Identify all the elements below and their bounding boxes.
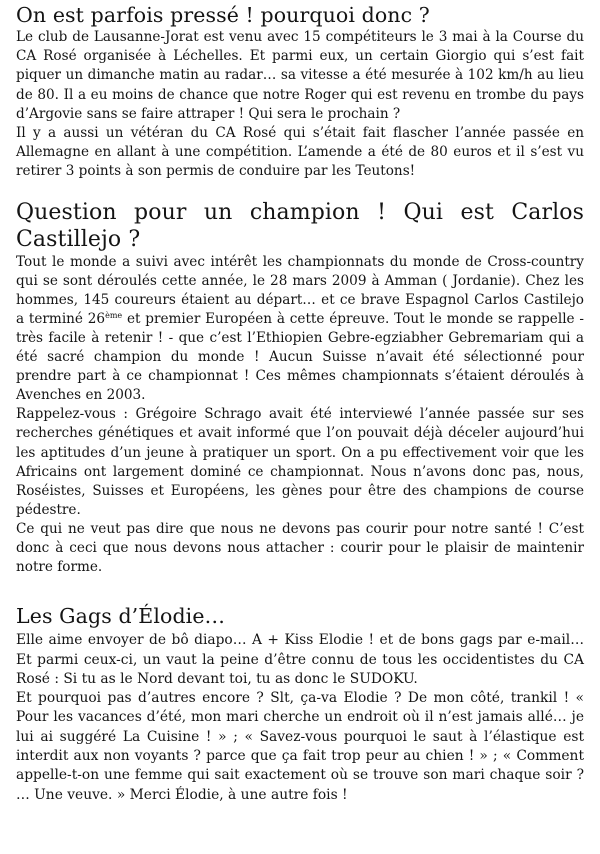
article-paragraph: Elle aime envoyer de bô diapo… A + Kiss Elodie ! et de bons gags par e-mail… Et parmi ceux-ci, un vaut la peine d’être connu de tous les occidentistes du CA Rosé : Si tu as le Nord devant toi, tu as donc le SUDOKU. — [16, 632, 584, 687]
newsletter-page — [16, 0, 584, 805]
article-paragraph — [16, 253, 584, 406]
paragraph-text: Tout le monde a suivi avec intérêt les championnats du monde de Cross-country qui se sont déroulés cette année, le 28 mars 2009 à Amman ( Jordanie). Chez les hommes, 145 coureurs étaient au départ… et ce brave Espagnol Carlos Castilejo a terminé 26 — [16, 253, 584, 327]
article-title: Question pour un champion ! Qui est Carlos Castillejo ? — [16, 199, 584, 252]
article-speeding — [16, 0, 584, 182]
paragraph-text: et premier Européen à cette épreuve. Tout le monde se rappelle - très facile à retenir ! - que c’est l’Ethiopien Gebre-egziabher Gebremariam qui a été sacré champion du monde ! Aucun Suisse n’avait été sélectionné pour prendre part à ce championnat ! Ces mêmes championnats s’étaient déroulés à Avenches en 2003. — [16, 310, 585, 404]
article-paragraph: Le club de Lausanne-Jorat est venu avec 15 compétiteurs le 3 mai à la Course du CA Rosé organisée à Léchelles. Et parmi eux, un certain Giorgio qui s’est fait piquer un dimanche matin au radar… sa vitesse a été mesurée à 102 km/h au lieu de 80. Il a eu moins de chance que notre Roger qui est revenu en trombe du pays d’Argovie sans se faire attraper ! Qui sera le prochain ? — [16, 29, 584, 122]
article-paragraph: Ce qui ne veut pas dire que nous ne devons pas courir pour notre santé ! C’est donc à ceci que nous devons nous attacher : courir pour le plaisir de maintenir notre forme. — [16, 520, 584, 576]
article-gags — [16, 603, 584, 805]
article-paragraph: Il y a aussi un vétéran du CA Rosé qui s’était fait flascher l’année passée en Allemagne en allant à une compétition. L’amende a été de 80 euros et il s’est vu retirer 3 points à son permis de conduire par les Teutons! — [16, 125, 584, 180]
article-title: Les Gags d’Élodie… — [16, 604, 226, 629]
ordinal-suffix: ème — [105, 310, 123, 320]
article-champion — [16, 199, 584, 578]
article-paragraph: Et pourquoi pas d’autres encore ? Slt, ça-va Elodie ? De mon côté, trankil ! « Pour les vacances d’été, mon mari cherche un endroit où il n’est jamais allé… je lui ai suggéré La Cuisine ! » ; « Savez-vous pourquoi le saut à l’élastique est interdit aux non voyants ? parce que ça fait trop peur au chien ! » ; « Comment appelle-t-on une femme qui sait exactement où se trouve son mari chaque soir ? … Une veuve. » Merci Élodie, à une autre fois ! — [16, 690, 584, 803]
article-paragraph: Rappelez-vous : Grégoire Schrago avait été interviewé l’année passée sur ses recherches génétiques et avait informé que l’on pouvait déjà déceler aujourd’hui les aptitudes d’un jeune à pratiquer un sport. On a pu effectivement voir que les Africains ont largement dominé ce championnat. Nous n’avons donc pas, nous, Roséistes, Suisses et Européens, les gènes pour être des champions de course pédestre. — [16, 406, 584, 518]
article-title: On est parfois pressé ! pourquoi donc ? — [16, 3, 430, 27]
